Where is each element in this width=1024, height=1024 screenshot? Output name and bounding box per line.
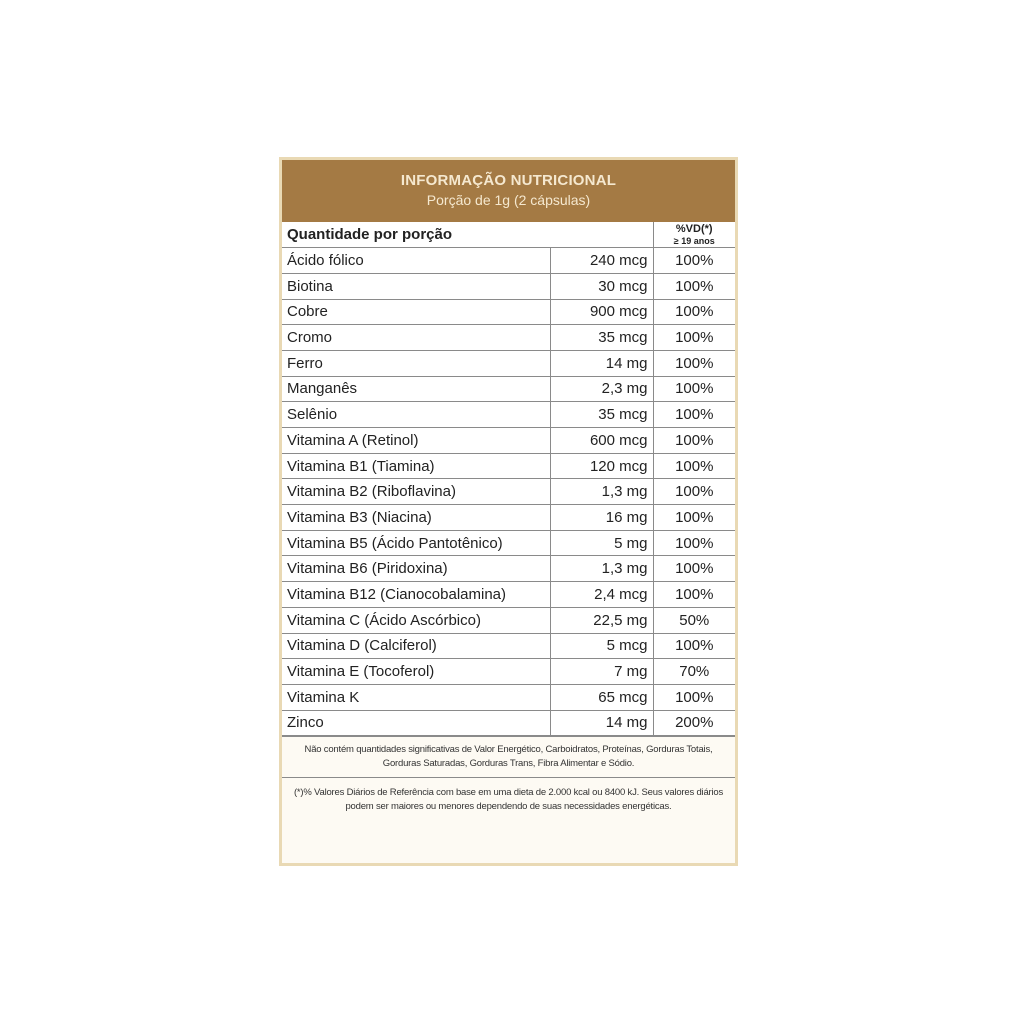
quantity-header: Quantidade por porção xyxy=(282,222,550,248)
table-row xyxy=(282,402,735,428)
nutrient-name: Zinco xyxy=(282,710,550,736)
nutrient-name: Cobre xyxy=(282,299,550,325)
nutrient-amount: 16 mg xyxy=(550,505,653,531)
nutrient-name: Vitamina K xyxy=(282,684,550,710)
nutrient-vd: 100% xyxy=(653,556,735,582)
table-row xyxy=(282,659,735,685)
table-row xyxy=(282,684,735,710)
table-row xyxy=(282,299,735,325)
nutrient-amount: 35 mcg xyxy=(550,325,653,351)
nutrient-amount: 65 mcg xyxy=(550,684,653,710)
serving-size: Porção de 1g (2 cápsulas) xyxy=(426,192,591,208)
nutrient-vd: 100% xyxy=(653,582,735,608)
amount-header xyxy=(550,222,653,248)
table-header-row xyxy=(282,222,735,248)
nutrient-amount: 14 mg xyxy=(550,710,653,736)
nutrient-vd: 100% xyxy=(653,428,735,454)
nutrient-vd: 100% xyxy=(653,505,735,531)
nutrient-name: Cromo xyxy=(282,325,550,351)
nutrient-name: Vitamina B12 (Cianocobalamina) xyxy=(282,582,550,608)
nutrient-name: Biotina xyxy=(282,273,550,299)
vd-label: %VD(*) xyxy=(675,222,713,235)
nutrient-name: Vitamina D (Calciferol) xyxy=(282,633,550,659)
nutrient-amount: 5 mg xyxy=(550,530,653,556)
nutrient-vd: 100% xyxy=(653,633,735,659)
nutrient-vd: 100% xyxy=(653,684,735,710)
table-row xyxy=(282,428,735,454)
table-row xyxy=(282,582,735,608)
insignificant-nutrients-note: Não contém quantidades significativas de Valor Energético, Carboidratos, Proteínas, Gorduras Totais, Gorduras Saturadas, Gorduras Trans, Fibra Alimentar e Sódio. xyxy=(282,736,735,777)
table-row xyxy=(282,607,735,633)
nutrient-vd: 100% xyxy=(653,325,735,351)
table-row xyxy=(282,350,735,376)
table-row xyxy=(282,479,735,505)
table-row xyxy=(282,710,735,736)
nutrient-amount: 600 mcg xyxy=(550,428,653,454)
nutrient-amount: 2,4 mcg xyxy=(550,582,653,608)
nutrient-amount: 30 mcg xyxy=(550,273,653,299)
nutrition-header xyxy=(282,160,735,222)
nutrient-vd: 100% xyxy=(653,453,735,479)
nutrient-amount: 240 mcg xyxy=(550,248,653,274)
nutrition-facts-panel xyxy=(279,157,738,866)
vd-sublabel: ≥ 19 anos xyxy=(673,235,715,246)
nutrient-vd: 100% xyxy=(653,273,735,299)
nutrient-amount: 2,3 mg xyxy=(550,376,653,402)
vd-header xyxy=(653,222,735,248)
table-row xyxy=(282,248,735,274)
table-row xyxy=(282,453,735,479)
nutrient-amount: 22,5 mg xyxy=(550,607,653,633)
nutrient-amount: 900 mcg xyxy=(550,299,653,325)
nutrient-vd: 50% xyxy=(653,607,735,633)
table-row xyxy=(282,376,735,402)
nutrient-amount: 1,3 mg xyxy=(550,556,653,582)
table-row xyxy=(282,325,735,351)
nutrient-amount: 1,3 mg xyxy=(550,479,653,505)
nutrient-name: Selênio xyxy=(282,402,550,428)
nutrient-name: Ferro xyxy=(282,350,550,376)
table-row xyxy=(282,273,735,299)
nutrient-amount: 5 mcg xyxy=(550,633,653,659)
nutrient-name: Vitamina E (Tocoferol) xyxy=(282,659,550,685)
nutrient-name: Vitamina B3 (Niacina) xyxy=(282,505,550,531)
nutrient-name: Vitamina B5 (Ácido Pantotênico) xyxy=(282,530,550,556)
table-row xyxy=(282,556,735,582)
table-row xyxy=(282,505,735,531)
table-row xyxy=(282,633,735,659)
nutrient-name: Vitamina A (Retinol) xyxy=(282,428,550,454)
nutrition-table xyxy=(282,222,735,736)
nutrient-name: Vitamina B6 (Piridoxina) xyxy=(282,556,550,582)
nutrient-vd: 100% xyxy=(653,530,735,556)
nutrient-amount: 7 mg xyxy=(550,659,653,685)
nutrient-vd: 100% xyxy=(653,299,735,325)
nutrient-vd: 200% xyxy=(653,710,735,736)
nutrient-amount: 120 mcg xyxy=(550,453,653,479)
nutrient-amount: 35 mcg xyxy=(550,402,653,428)
nutrient-amount: 14 mg xyxy=(550,350,653,376)
daily-values-reference-note: (*)% Valores Diários de Referência com base em uma dieta de 2.000 kcal ou 8400 kJ. Seus valores diários podem ser maiores ou menores dependendo de suas necessidades energéticas. xyxy=(282,777,735,820)
nutrient-name: Vitamina C (Ácido Ascórbico) xyxy=(282,607,550,633)
nutrient-rows xyxy=(282,248,735,736)
nutrient-name: Vitamina B2 (Riboflavina) xyxy=(282,479,550,505)
nutrition-title: INFORMAÇÃO NUTRICIONAL xyxy=(400,172,617,189)
nutrient-vd: 100% xyxy=(653,402,735,428)
nutrient-vd: 100% xyxy=(653,479,735,505)
nutrient-name: Ácido fólico xyxy=(282,248,550,274)
nutrient-vd: 70% xyxy=(653,659,735,685)
nutrient-name: Manganês xyxy=(282,376,550,402)
nutrient-vd: 100% xyxy=(653,376,735,402)
nutrient-name: Vitamina B1 (Tiamina) xyxy=(282,453,550,479)
table-row xyxy=(282,530,735,556)
nutrient-vd: 100% xyxy=(653,248,735,274)
nutrient-vd: 100% xyxy=(653,350,735,376)
